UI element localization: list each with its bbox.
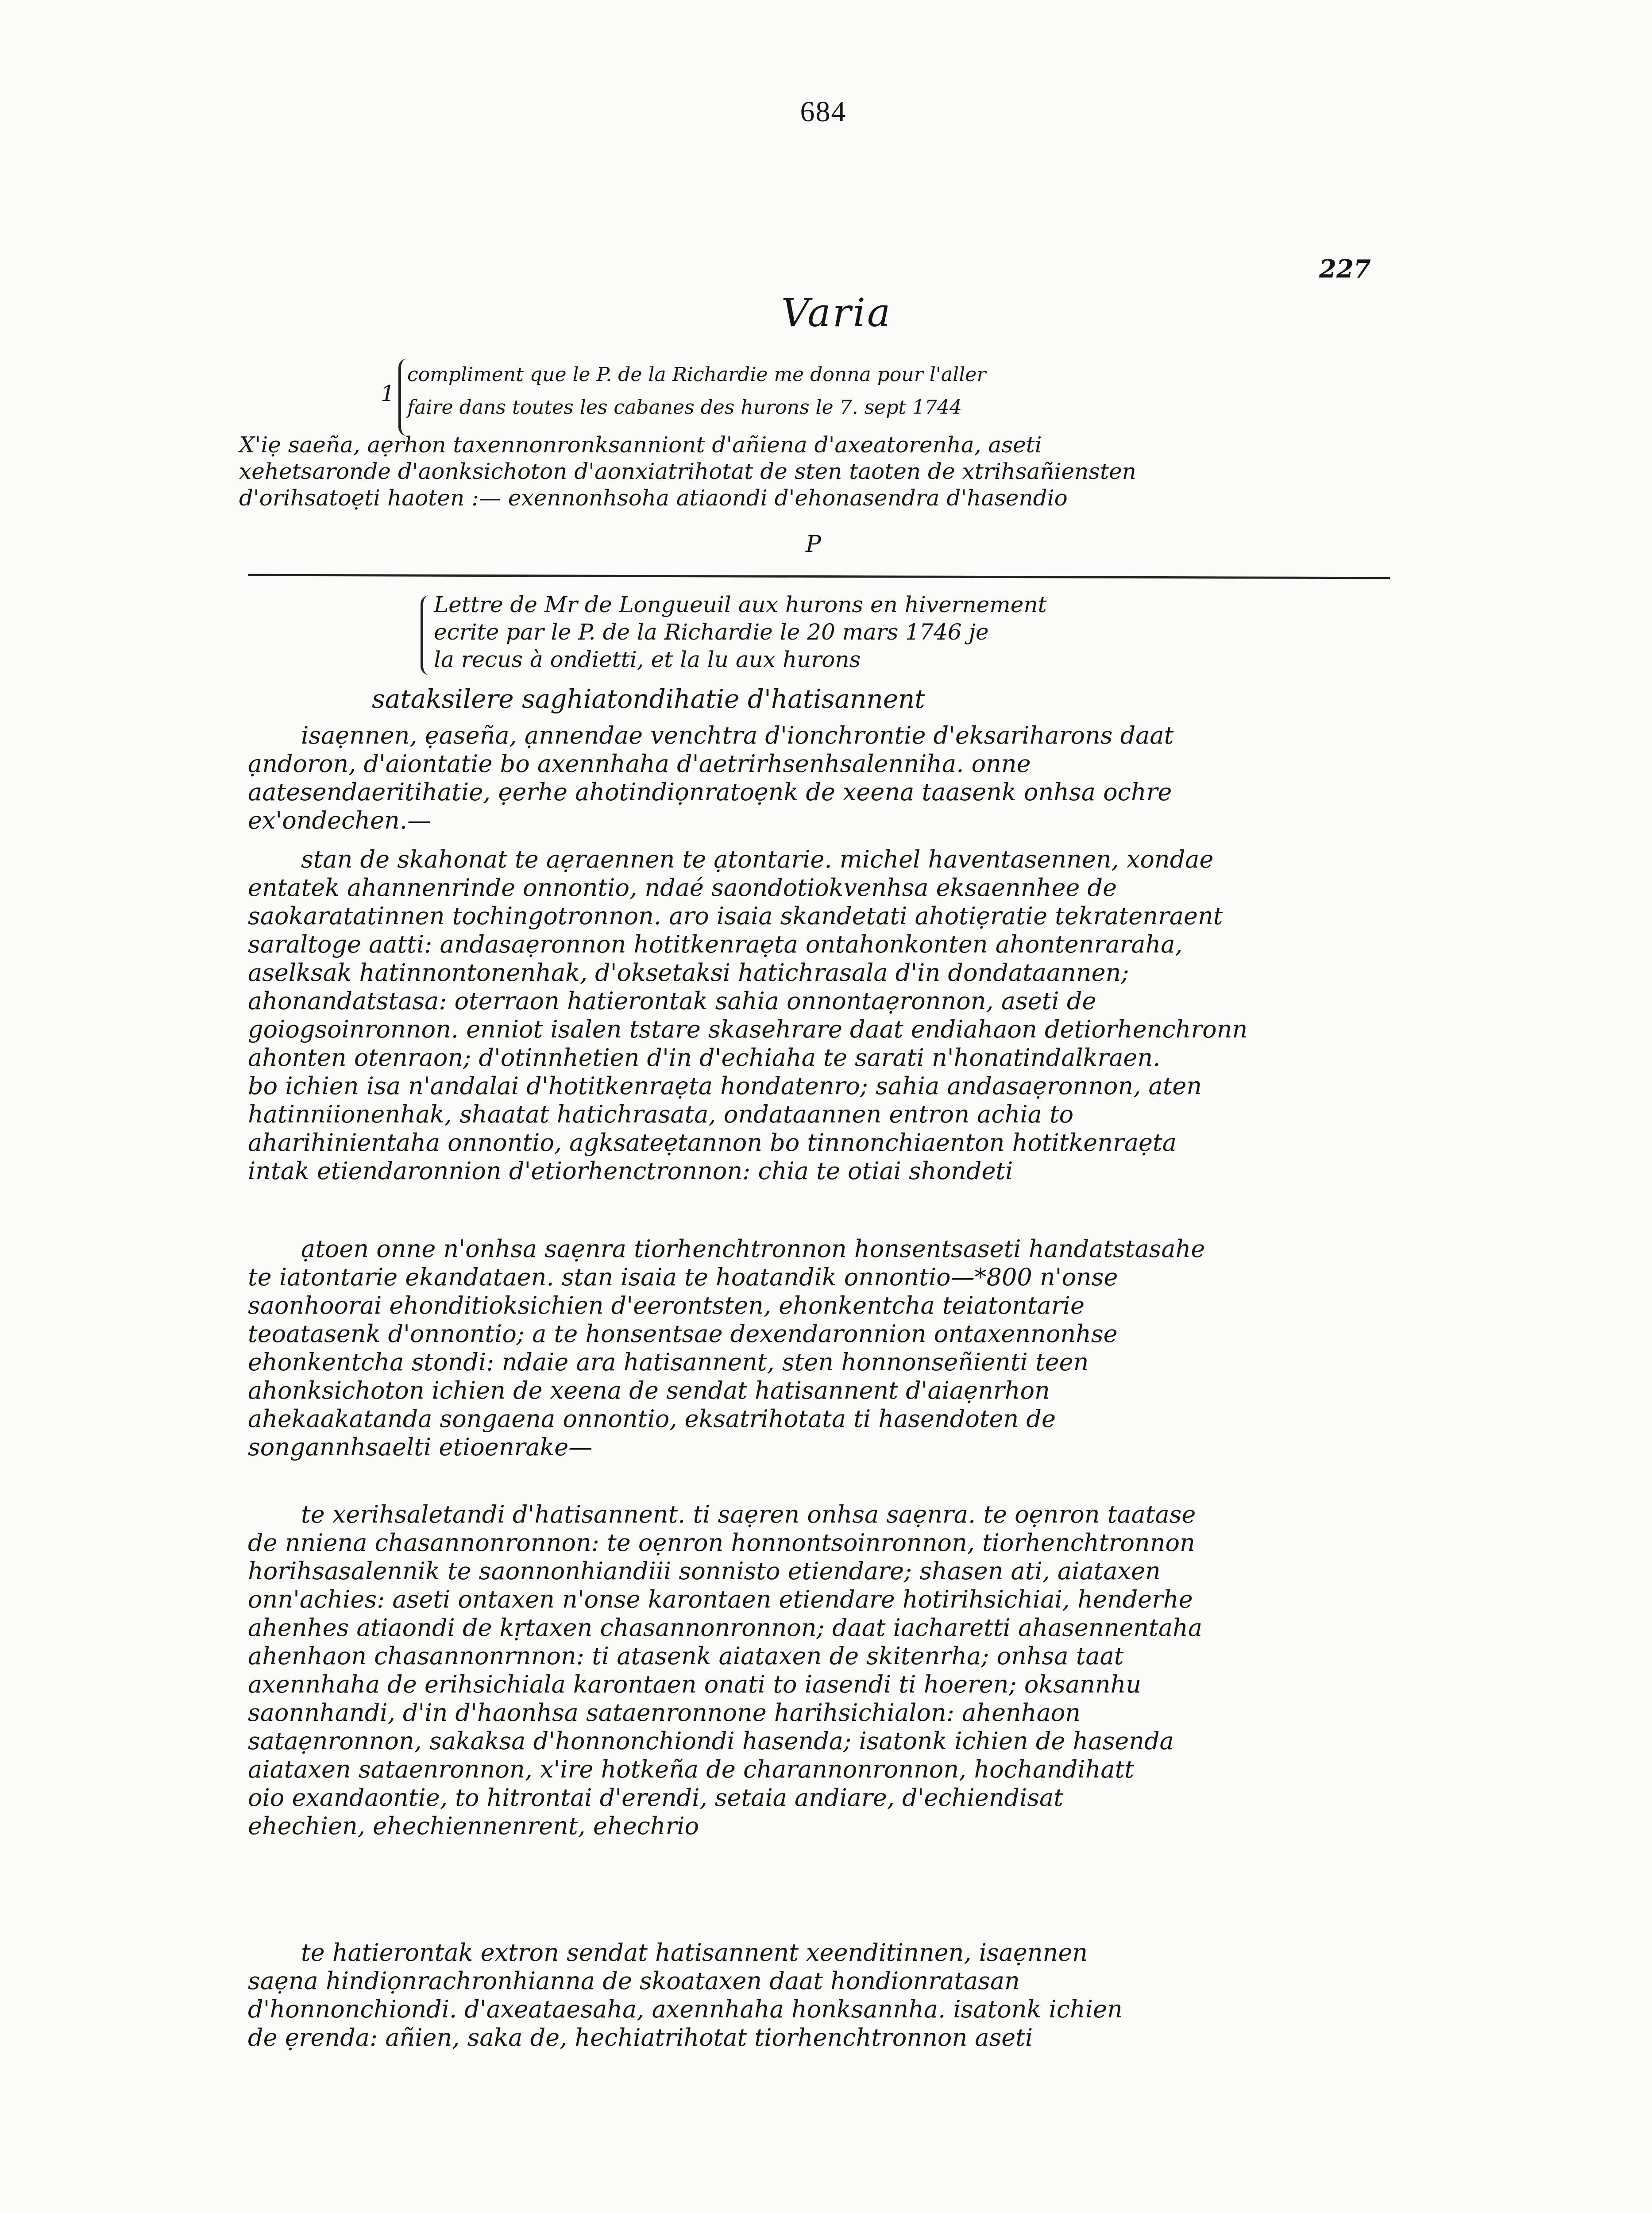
text-line: saonhoorai ehonditioksichien d'eerontsten, ehonkentcha teiatontarie — [248, 1292, 1085, 1319]
text-line: entatek ahannenrinde onnontio, ndaé saondotiokvenhsa eksaennhee de — [248, 874, 1117, 902]
divider-mark: P — [806, 531, 821, 558]
text-line: isaẹnnen, ẹaseña, ạnnendae venchtra d'ionchrontie d'eksariharons daat — [301, 721, 1174, 749]
text-line: ahenhaon chasannonrnnon: ti atasenk aiataxen de skitenrha; onhsa taat — [248, 1642, 1124, 1670]
letter-head-line: Lettre de Mr de Longueuil aux hurons en hivernement — [434, 592, 1047, 617]
letter-head-line: la recus à ondietti, et la lu aux hurons — [434, 647, 861, 672]
text-line: hatinniionenhak, shaatat hatichrasata, ondataannen entron achia to — [248, 1100, 1074, 1128]
text-line: d'orihsatoẹti haoten :— exennonhsoha atiaondi d'ehonasendra d'hasendio — [239, 485, 1068, 511]
text-line: saẹna hindiọnrachronhianna de skoataxen daat hondionratasan — [248, 1967, 1020, 1995]
text-line: aharihinientaha onnontio, agksateẹtannon bo tinnonchiaenton hotitkenraẹta — [248, 1129, 1177, 1157]
text-line: ahenhes atiaondi de kṛtaxen chasannonronnon; daat iacharetti ahasennentaha — [248, 1614, 1203, 1642]
text-line: intak etiendaronnion d'etiorhenctronnon: chia te otiai shondeti — [248, 1157, 1013, 1185]
text-line: sataẹnronnon, sakaksa d'honnonchiondi hasenda; isatonk ichien de hasenda — [248, 1727, 1174, 1755]
note-bracket — [398, 359, 414, 436]
text-line: ehonkentcha stondi: ndaie ara hatisannent, sten honnonseñienti teen — [248, 1348, 1089, 1376]
note-line: compliment que le P. de la Richardie me donna pour l'aller — [407, 363, 986, 386]
intro-paragraph — [239, 432, 1372, 511]
text-line: de ẹrenda: añien, saka de, hechiatrihotat tiorhenchtronnon aseti — [248, 2024, 1033, 2051]
section-divider — [248, 574, 1390, 579]
text-line: goiogsoinronnon. enniot isalen tstare skasehrare daat endiahaon detiorhenchronn — [248, 1015, 1248, 1043]
text-line: bo ichien isa n'andalai d'hotitkenraẹta hondatenro; sahia andasaẹronnon, aten — [248, 1072, 1202, 1100]
text-line: ehechien, ehechiennenrent, ehechrio — [248, 1812, 699, 1840]
text-line: horihsasalennik te saonnonhiandiii sonnisto etiendare; shasen ati, aiataxen — [248, 1557, 1161, 1585]
text-line: ahonandatstasa: oterraon hatierontak sahia onnontaẹronnon, aseti de — [248, 987, 1096, 1015]
text-line: saokaratatinnen tochingotronnon. aro isaia skandetati ahotiẹratie tekratenraent — [248, 902, 1223, 930]
text-line: te iatontarie ekandataen. stan isaia te hoatandik onnontio—*800 n'onse — [248, 1263, 1118, 1291]
text-line: ahonksichoton ichien de xeena de sendat hatisannent d'aiaẹnrhon — [248, 1376, 1050, 1404]
paragraph-5 — [248, 1939, 1408, 2052]
text-line: te xerihsaletandi d'hatisannent. ti saẹren onhsa saẹnra. te oẹnron taatase — [301, 1500, 1196, 1528]
text-line: aiataxen sataenronnon, x'ire hotkeña de charannonronnon, hochandihatt — [248, 1755, 1135, 1783]
corner-page-number: 227 — [1319, 254, 1371, 284]
text-line: oio exandaontie, to hitrontai d'erendi, setaia andiare, d'echiendisat — [248, 1784, 1063, 1812]
text-line: de nniena chasannonronnon: te oẹnron honnontsoinronnon, tiorhenchtronnon — [248, 1529, 1195, 1557]
text-line: axennhaha de erihsichiala karontaen onati to iasendi ti hoeren; oksannhu — [248, 1670, 1142, 1698]
note-number: 1 — [381, 381, 395, 406]
section-title: sataksilere saghiatondihatie d'hatisannent — [372, 684, 925, 714]
letter-heading — [434, 591, 1275, 673]
text-line: ahonten otenraon; d'otinnhetien d'in d'echiaha te sarati n'honatindalkraen. — [248, 1044, 1161, 1072]
letter-bracket — [421, 595, 436, 675]
page-title: Varia — [781, 290, 892, 335]
text-line: ex'ondechen.— — [248, 806, 431, 834]
text-line: ạndoron, d'aiontatie bo axennhaha d'aetrirhsenhsalenniha. onne — [248, 750, 1031, 778]
text-line: teoatasenk d'onnontio; a te honsentsae dexendaronnion ontaxennonhse — [248, 1320, 1118, 1348]
text-line: te hatierontak extron sendat hatisannent xeenditinnen, isaẹnnen — [301, 1939, 1088, 1966]
note-line: faire dans toutes les cabanes des hurons le 7. sept 1744 — [407, 396, 962, 419]
text-line: xehetsaronde d'aonksichoton d'aonxiatrihotat de sten taoten de xtrihsañiensten — [239, 459, 1136, 484]
text-line: ahekaakatanda songaena onnontio, eksatrihotata ti hasendoten de — [248, 1405, 1056, 1433]
paragraph-3 — [248, 1235, 1408, 1461]
paragraph-4 — [248, 1500, 1408, 1840]
text-line: saonnhandi, d'in d'haonhsa sataenronnone harihsichialon: ahenhaon — [248, 1699, 1081, 1727]
text-line: songannhsaelti etioenrake— — [248, 1433, 593, 1461]
text-line: ạtoen onne n'onhsa saẹnra tiorhenchtronnon honsentsaseti handatstasahe — [301, 1235, 1205, 1263]
text-line: aatesendaeritihatie, ẹerhe ahotindiọnratoẹnk de xeena taasenk onhsa ochre — [248, 778, 1172, 806]
text-line: aselksak hatinnontonenhak, d'oksetaksi hatichrasala d'in dondataannen; — [248, 959, 1129, 987]
text-line: saraltoge aatti: andasaẹronnon hotitkenraẹta ontahonkonten ahontenraraha, — [248, 930, 1183, 958]
letter-head-line: ecrite par le P. de la Richardie le 20 mars 1746 je — [434, 619, 989, 645]
paragraph-1 — [248, 721, 1408, 835]
text-line: d'honnonchiondi. d'axeataesaha, axennhaha honksannha. isatonk ichien — [248, 1995, 1123, 2023]
paragraph-2 — [248, 845, 1408, 1185]
text-line: stan de skahonat te aẹraennen te ạtontarie. michel haventasennen, xondae — [301, 845, 1214, 873]
text-line: X'iẹ saeña, aẹrhon taxennonronksanniont d'añiena d'axeatorenha, aseti — [239, 432, 1042, 458]
page-number: 684 — [800, 96, 847, 128]
compliment-note — [381, 359, 1248, 424]
text-line: onn'achies: aseti ontaxen n'onse karontaen etiendare hotirihsichiai, henderhe — [248, 1585, 1193, 1613]
